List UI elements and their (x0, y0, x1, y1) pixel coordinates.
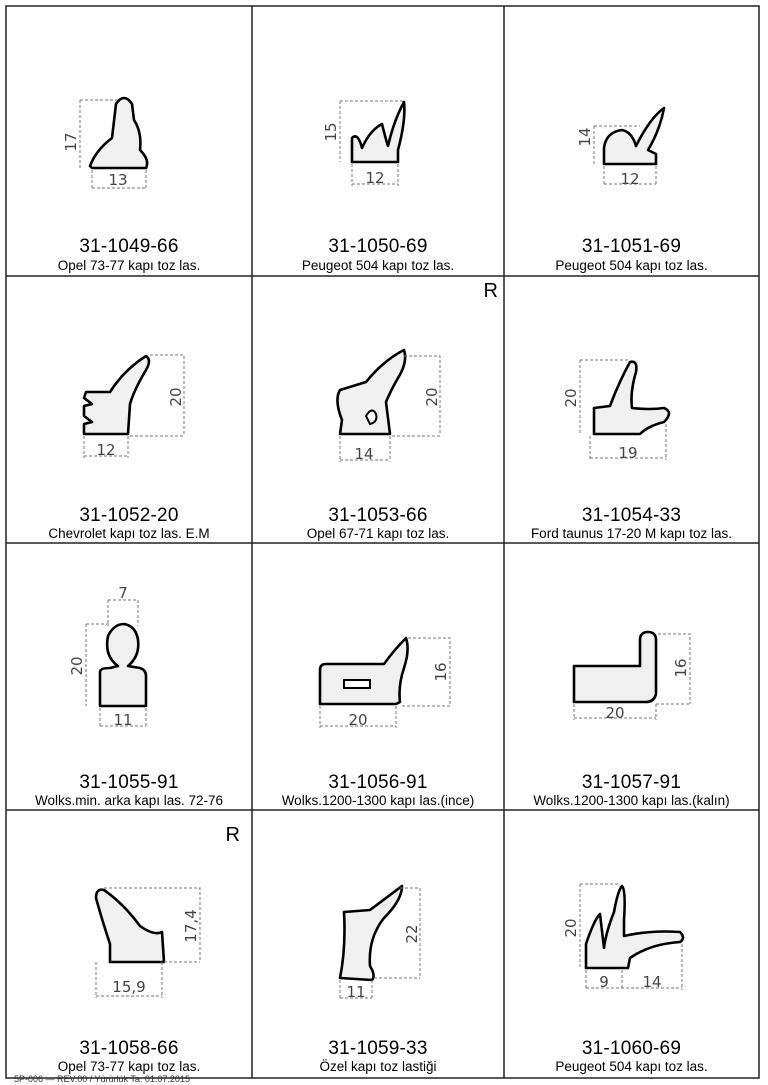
product-description: Opel 67-71 kapı toz las. (306, 526, 450, 541)
product-description: Chevrolet kapı toz las. E.M (48, 526, 210, 541)
revision-mark: R (483, 280, 498, 302)
product-cell (252, 810, 504, 1078)
dim-label: 20 (167, 387, 185, 407)
dim-label: 13 (108, 171, 128, 189)
dim-label: 12 (96, 441, 116, 459)
product-code: 31-1057-91 (581, 772, 682, 793)
dim-label: 22 (403, 924, 421, 944)
product-description: Wolks.1200-1300 kapı las.(ince) (281, 793, 475, 808)
product-cell (6, 543, 252, 810)
product-code: 31-1051-69 (581, 236, 682, 257)
document-footer: 5P-006 — REV.00 / Yürürlük Ta. 01.07.2015 (14, 1074, 190, 1084)
product-code: 31-1060-69 (581, 1038, 682, 1059)
dim-label: 14 (642, 973, 662, 991)
dim-label: 14 (354, 445, 374, 463)
dim-label: 20 (68, 656, 86, 676)
dim-label: 20 (605, 704, 625, 722)
product-description: Ford taunus 17-20 M kapı toz las. (530, 526, 733, 541)
product-cell (504, 6, 759, 276)
product-cell (504, 810, 759, 1078)
product-cell (252, 543, 504, 810)
dim-label: 11 (346, 983, 366, 1001)
product-description: Opel 73-77 kapı toz las. (57, 1059, 201, 1074)
dim-label: 17,4 (182, 909, 200, 943)
product-description: Wolks.1200-1300 kapı las.(kalın) (533, 793, 730, 808)
product-code: 31-1050-69 (328, 236, 428, 257)
dim-label: 9 (599, 973, 609, 991)
dim-label: 17 (62, 132, 80, 152)
dim-label: 20 (348, 711, 368, 729)
product-code: 31-1053-66 (328, 505, 428, 526)
dim-label: 11 (113, 711, 133, 729)
product-code: 31-1049-66 (79, 236, 179, 257)
product-cell (6, 6, 252, 276)
product-cell (6, 810, 252, 1078)
dim-label: 20 (423, 387, 441, 407)
product-cell (6, 276, 252, 543)
product-cell (252, 6, 504, 276)
dim-label: 20 (562, 918, 580, 938)
dim-label: 14 (576, 127, 594, 147)
dim-label: 15 (322, 122, 340, 142)
product-code: 31-1058-66 (79, 1038, 179, 1059)
product-description: Wolks.min. arka kapı las. 72-76 (34, 793, 224, 808)
product-description: Peugeot 504 kapı toz las. (555, 1059, 708, 1074)
dim-label: 12 (620, 170, 640, 188)
product-description: Peugeot 504 kapı toz las. (555, 258, 708, 273)
product-description: Peugeot 504 kapı toz las. (301, 258, 455, 273)
product-cell (504, 543, 759, 810)
product-code: 31-1052-20 (79, 505, 179, 526)
product-description: Opel 73-77 kapı toz las. (57, 258, 201, 273)
product-code: 31-1059-33 (328, 1038, 428, 1059)
product-cell (252, 276, 504, 543)
dim-label: 20 (562, 388, 580, 408)
dim-label: 12 (365, 169, 385, 187)
product-code: 31-1054-33 (581, 505, 682, 526)
dim-label: 7 (118, 584, 128, 602)
dim-label: 16 (672, 658, 690, 678)
dim-label: 19 (618, 444, 638, 462)
product-cell (504, 276, 759, 543)
product-description: Özel kapı toz lastiği (319, 1059, 437, 1074)
dim-label: 16 (432, 662, 450, 682)
product-code: 31-1056-91 (328, 772, 428, 793)
revision-mark: R (225, 824, 240, 846)
product-code: 31-1055-91 (79, 772, 179, 793)
dim-label: 15,9 (112, 978, 146, 996)
